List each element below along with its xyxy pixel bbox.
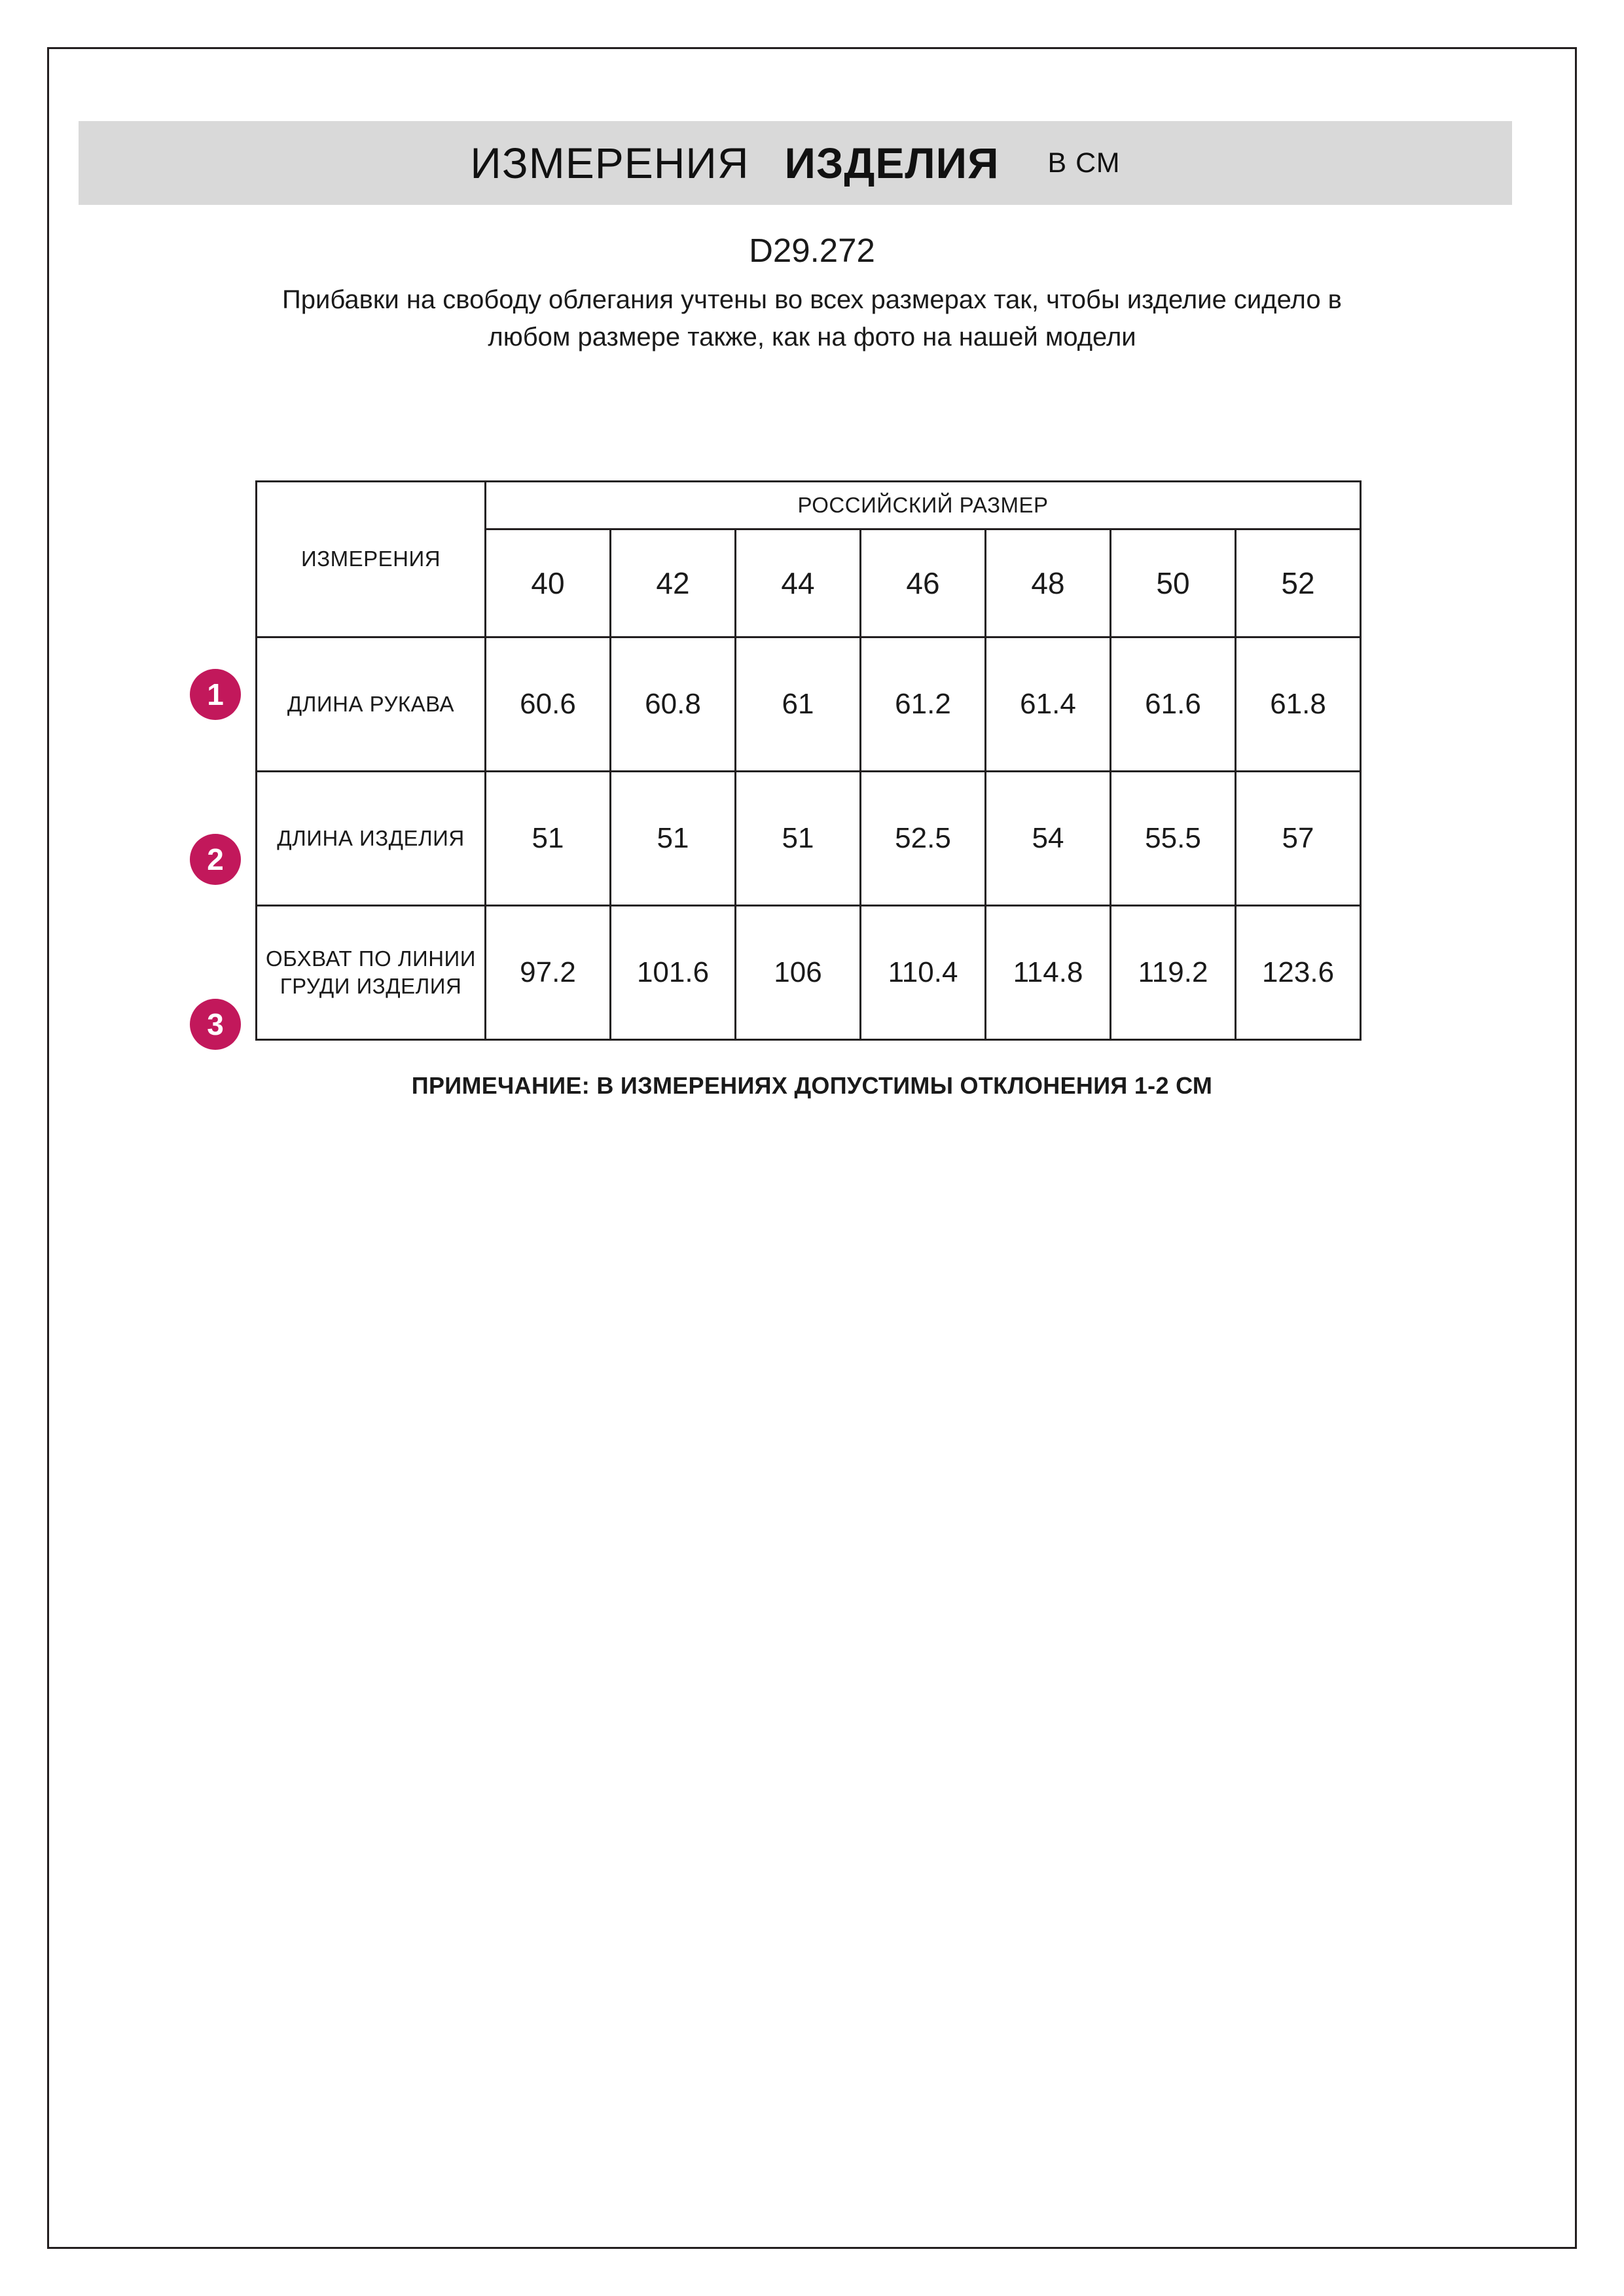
article-code: D29.272 [749,232,875,269]
header-title-measurements: ИЗМЕРЕНИЯ [470,139,749,187]
cell-sleeve-42: 60.8 [611,637,736,771]
cell-length-42: 51 [611,771,736,905]
header-unit-label: В СМ [1047,147,1121,179]
header-title-product: ИЗДЕЛИЯ [784,139,1000,187]
description-text: Прибавки на свободу облегания учтены во всех размерах так, чтобы изделие сидело в любом размере также, как на фото на нашей модели [282,285,1342,351]
cell-chest-42: 101.6 [611,905,736,1039]
size-column-46: 46 [861,529,986,637]
document-content [79,85,1545,1100]
size-column-52: 52 [1236,529,1361,637]
cell-length-52: 57 [1236,771,1361,905]
table-row [257,905,1361,1039]
footnote-text: ПРИМЕЧАНИЕ: В ИЗМЕРЕНИЯХ ДОПУСТИМЫ ОТКЛОНЕНИЯ 1-2 СМ [411,1071,1213,1099]
cell-sleeve-40: 60.6 [486,637,611,771]
row-badge-3: 3 [190,999,241,1050]
table-header-group-row [257,481,1361,529]
cell-length-40: 51 [486,771,611,905]
size-column-48: 48 [986,529,1111,637]
size-table [255,480,1362,1041]
size-column-40: 40 [486,529,611,637]
cell-length-48: 54 [986,771,1111,905]
cell-length-50: 55.5 [1111,771,1236,905]
cell-chest-40: 97.2 [486,905,611,1039]
row-badge-2: 2 [190,834,241,885]
cell-length-44: 51 [736,771,861,905]
size-column-50: 50 [1111,529,1236,637]
cell-chest-48: 114.8 [986,905,1111,1039]
measurement-label-product-length: ДЛИНА ИЗДЕЛИЯ [257,771,486,905]
cell-length-46: 52.5 [861,771,986,905]
header-banner [79,121,1512,205]
cell-sleeve-50: 61.6 [1111,637,1236,771]
row-badge-1: 1 [190,669,241,720]
cell-chest-44: 106 [736,905,861,1039]
table-corner-label: ИЗМЕРЕНИЯ [257,481,486,637]
cell-chest-46: 110.4 [861,905,986,1039]
cell-sleeve-48: 61.4 [986,637,1111,771]
table-row [257,637,1361,771]
measurement-label-sleeve-length: ДЛИНА РУКАВА [257,637,486,771]
table-group-header: РОССИЙСКИЙ РАЗМЕР [486,481,1361,529]
size-column-42: 42 [611,529,736,637]
cell-chest-52: 123.6 [1236,905,1361,1039]
size-column-44: 44 [736,529,861,637]
size-table-wrapper [79,480,1545,1100]
cell-sleeve-52: 61.8 [1236,637,1361,771]
table-row [257,771,1361,905]
cell-sleeve-44: 61 [736,637,861,771]
measurement-label-chest-girth: ОБХВАТ ПО ЛИНИИ ГРУДИ ИЗДЕЛИЯ [257,905,486,1039]
cell-chest-50: 119.2 [1111,905,1236,1039]
cell-sleeve-46: 61.2 [861,637,986,771]
